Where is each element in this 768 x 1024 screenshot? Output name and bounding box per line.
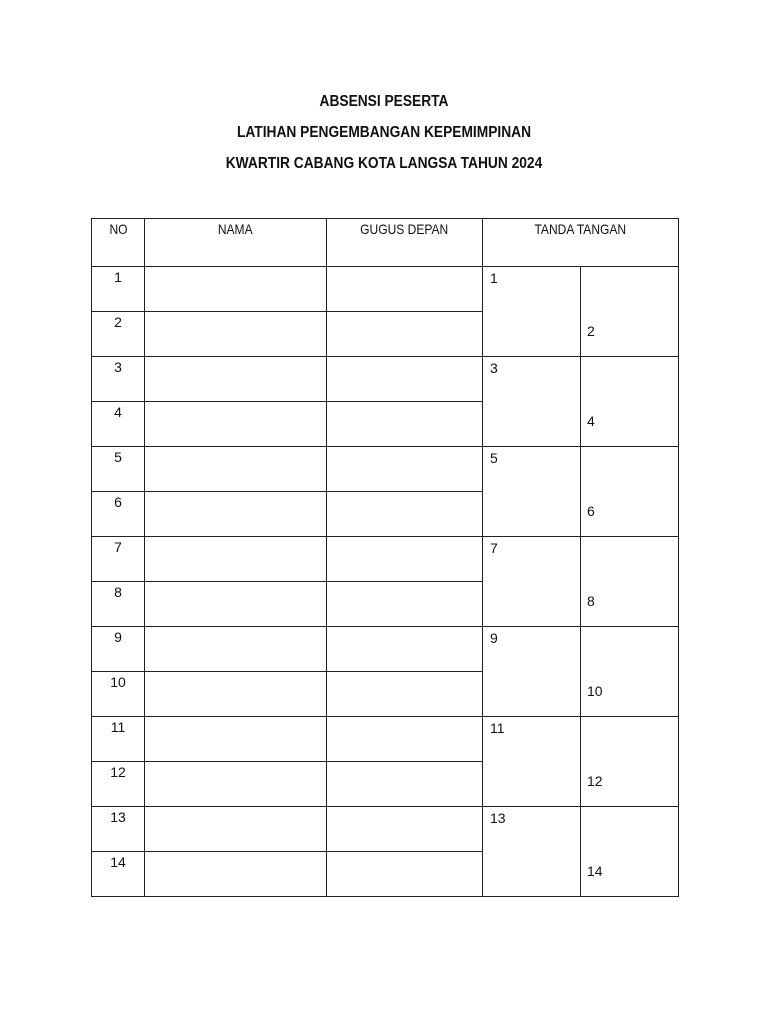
document-title xyxy=(0,92,768,185)
gugus-depan-cell[interactable] xyxy=(327,357,483,402)
title-line-1: ABSENSI PESERTA xyxy=(319,93,449,110)
row-number: 14 xyxy=(92,852,145,897)
row-number: 3 xyxy=(92,357,145,402)
gugus-depan-cell[interactable] xyxy=(327,267,483,312)
name-cell[interactable] xyxy=(145,312,327,357)
gugus-depan-cell[interactable] xyxy=(327,852,483,897)
row-number: 8 xyxy=(92,582,145,627)
header-no: NO xyxy=(92,219,145,267)
signature-cell-right[interactable]: 12 xyxy=(581,717,679,807)
table-row xyxy=(92,627,679,672)
signature-cell-left[interactable]: 3 xyxy=(483,357,581,447)
gugus-depan-cell[interactable] xyxy=(327,537,483,582)
name-cell[interactable] xyxy=(145,807,327,852)
table-row xyxy=(92,537,679,582)
signature-cell-left[interactable]: 9 xyxy=(483,627,581,717)
gugus-depan-cell[interactable] xyxy=(327,717,483,762)
row-number: 13 xyxy=(92,807,145,852)
table-row xyxy=(92,447,679,492)
row-number: 2 xyxy=(92,312,145,357)
signature-cell-left[interactable]: 13 xyxy=(483,807,581,897)
row-number: 12 xyxy=(92,762,145,807)
gugus-depan-cell[interactable] xyxy=(327,672,483,717)
name-cell[interactable] xyxy=(145,672,327,717)
signature-cell-right[interactable]: 10 xyxy=(581,627,679,717)
signature-cell-left[interactable]: 11 xyxy=(483,717,581,807)
signature-cell-right[interactable]: 14 xyxy=(581,807,679,897)
row-number: 10 xyxy=(92,672,145,717)
signature-cell-right[interactable]: 8 xyxy=(581,537,679,627)
gugus-depan-cell[interactable] xyxy=(327,447,483,492)
gugus-depan-cell[interactable] xyxy=(327,627,483,672)
attendance-table xyxy=(91,218,679,897)
header-gugus-depan: GUGUS DEPAN xyxy=(327,219,483,267)
signature-cell-left[interactable]: 5 xyxy=(483,447,581,537)
signature-cell-left[interactable]: 1 xyxy=(483,267,581,357)
name-cell[interactable] xyxy=(145,402,327,447)
name-cell[interactable] xyxy=(145,537,327,582)
table-row xyxy=(92,267,679,312)
signature-cell-right[interactable]: 6 xyxy=(581,447,679,537)
table-row xyxy=(92,717,679,762)
name-cell[interactable] xyxy=(145,762,327,807)
name-cell[interactable] xyxy=(145,582,327,627)
row-number: 1 xyxy=(92,267,145,312)
row-number: 7 xyxy=(92,537,145,582)
gugus-depan-cell[interactable] xyxy=(327,492,483,537)
row-number: 5 xyxy=(92,447,145,492)
name-cell[interactable] xyxy=(145,447,327,492)
title-line-2: LATIHAN PENGEMBANGAN KEPEMIMPINAN xyxy=(236,124,532,141)
row-number: 11 xyxy=(92,717,145,762)
gugus-depan-cell[interactable] xyxy=(327,582,483,627)
header-row xyxy=(92,219,679,267)
table-row xyxy=(92,807,679,852)
name-cell[interactable] xyxy=(145,627,327,672)
header-nama: NAMA xyxy=(145,219,327,267)
signature-cell-left[interactable]: 7 xyxy=(483,537,581,627)
title-line-3: KWARTIR CABANG KOTA LANGSA TAHUN 2024 xyxy=(225,155,543,172)
name-cell[interactable] xyxy=(145,852,327,897)
row-number: 6 xyxy=(92,492,145,537)
row-number: 4 xyxy=(92,402,145,447)
gugus-depan-cell[interactable] xyxy=(327,402,483,447)
signature-cell-right[interactable]: 2 xyxy=(581,267,679,357)
gugus-depan-cell[interactable] xyxy=(327,807,483,852)
name-cell[interactable] xyxy=(145,717,327,762)
name-cell[interactable] xyxy=(145,492,327,537)
gugus-depan-cell[interactable] xyxy=(327,762,483,807)
signature-cell-right[interactable]: 4 xyxy=(581,357,679,447)
name-cell[interactable] xyxy=(145,357,327,402)
row-number: 9 xyxy=(92,627,145,672)
table-row xyxy=(92,357,679,402)
gugus-depan-cell[interactable] xyxy=(327,312,483,357)
header-tanda-tangan: TANDA TANGAN xyxy=(483,219,679,267)
name-cell[interactable] xyxy=(145,267,327,312)
